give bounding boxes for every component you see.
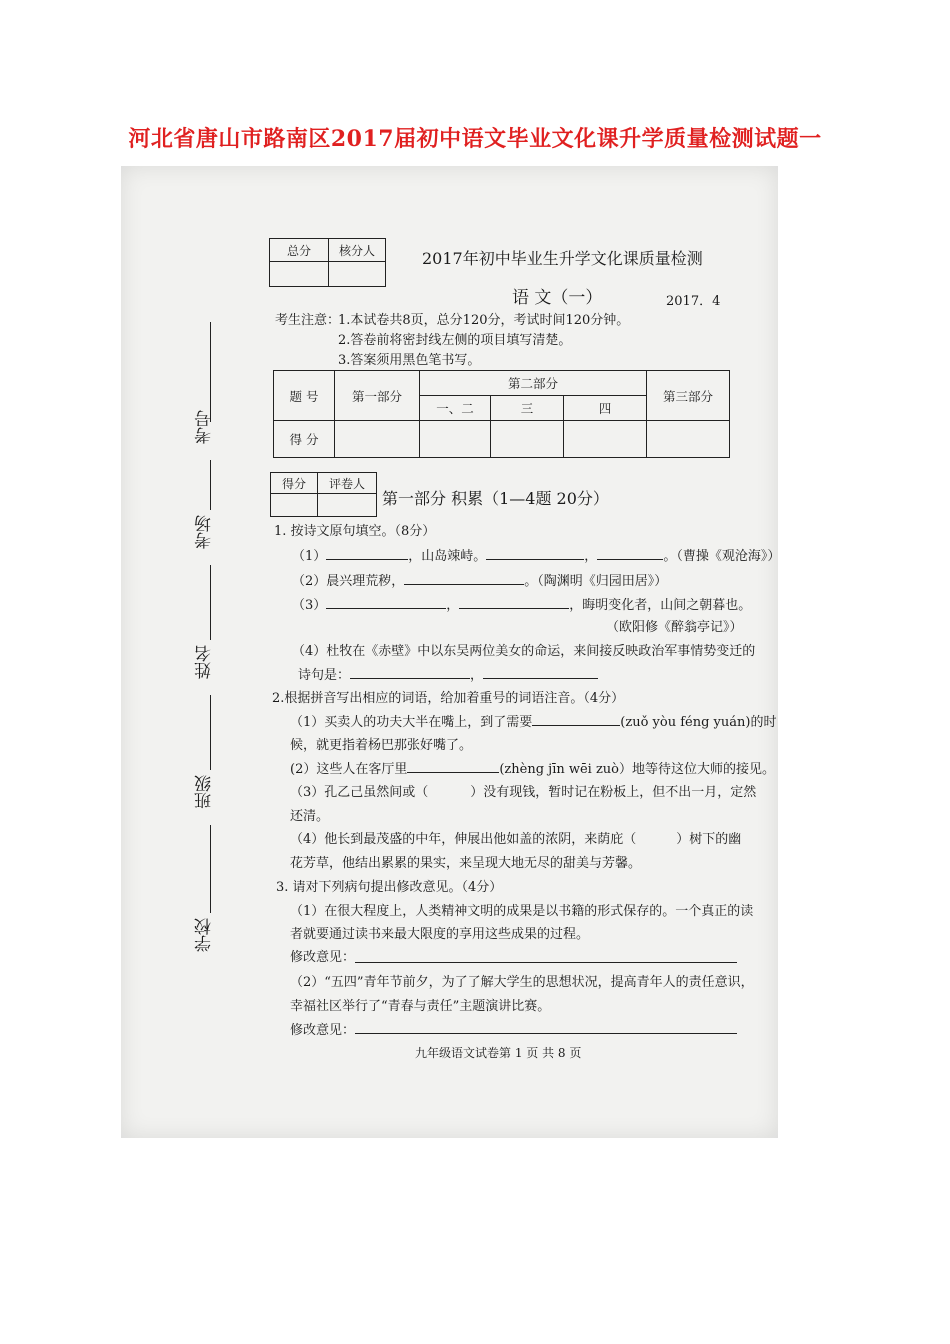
grader-box [270,472,377,517]
q3-1-cont: 者就要通过读书来最大限度的享用这些成果的过程。 [290,927,590,942]
part2-header: 第二部分 [420,371,647,396]
q3-2-cont: 幸福社区举行了“青春与责任”主题演讲比赛。 [290,999,551,1014]
q1-3-source: （欧阳修《醉翁亭记》） [606,620,743,635]
q2-3-cont: 还清。 [290,809,330,824]
score-cell[interactable] [335,421,420,458]
total-label: 总分 [270,239,329,262]
score-table [273,370,730,458]
q3-2-text: （2）“五四”青年节前夕，为了了解大学生的思想状况，提高青年人的责任意识， [290,975,754,990]
q1-1-source: 。（曹操《观沧海》） [663,549,781,564]
score-cell[interactable] [647,421,730,458]
q1-2-prefix: （2）晨兴理荒秽， [292,574,405,589]
part2-sub-header: 三 [491,396,564,421]
exam-title: 2017年初中毕业生升学文化课质量检测 [422,249,703,268]
q1-3-sep: ， [446,598,460,613]
q3-1-text: （1）在很大程度上，人类精神文明的成果是以书籍的形式保存的。一个真正的读 [290,904,754,919]
total-cell[interactable] [270,262,329,287]
q3-fix1-label: 修改意见： [290,950,356,965]
side-label-school: 学校 [195,918,215,952]
score-cell[interactable] [564,421,647,458]
grader-score-label: 得分 [271,473,318,494]
answer-line[interactable] [355,1033,737,1034]
notice-item: 1.本试卷共8页，总分120分，考试时间120分钟。 [338,313,630,328]
seal-line-segment [210,322,211,422]
side-label-name: 姓名 [195,645,215,679]
q1-2-source: 。（陶渊明《归园田居》） [524,574,668,589]
q1-1-prefix: （1） [292,549,327,564]
q3-stem: 3. 请对下列病句提出修改意见。（4分） [276,880,503,895]
score-cell[interactable] [420,421,491,458]
q2-1-text: （1）买卖人的功夫大半在嘴上，到了需要 [290,715,533,730]
answer-blank[interactable] [486,547,584,560]
q2-1-pinyin: (zuǒ yòu féng yuán)的时 [620,715,777,730]
score-cell[interactable] [491,421,564,458]
q1-4-cont: 诗句是： [298,668,351,683]
q2-3-text-b: ）没有现钱，暂时记在粉板上，但不出一月，定然 [470,785,757,800]
grader-label: 评卷人 [318,473,377,494]
seal-line-segment [210,695,211,770]
answer-blank[interactable] [326,596,446,609]
answer-blank[interactable] [597,547,663,560]
q1-3-prefix: （3） [292,598,327,613]
answer-blank[interactable] [407,760,499,773]
checker-label: 核分人 [329,239,386,262]
exam-date: 2017．4 [666,294,721,309]
page-footer: 九年级语文试卷第 1 页 共 8 页 [415,1046,582,1060]
side-label-class: 班级 [195,775,215,809]
section-title: 第一部分 积累（1—4题 20分） [382,489,609,508]
notice-item: 3.答案须用黑色笔书写。 [338,353,481,368]
q1-4-text: （4）杜牧在《赤壁》中以东吴两位美女的命运，来间接反映政治军事情势变迁的 [292,644,756,659]
seal-line-segment [210,460,211,510]
q3-fix2-label: 修改意见： [290,1023,356,1038]
q2-4-cont: 花芳草，他结出累累的果实，来呈现大地无尽的甜美与芳馨。 [290,856,642,871]
part2-sub-header: 四 [564,396,647,421]
answer-blank[interactable] [350,666,470,679]
q2-1-cont: 候，就更指着杨巴那张好嘴了。 [290,738,473,753]
q2-4-text: （4）他长到最茂盛的中年，伸展出他如盖的浓阴，来荫庇（ [290,832,637,847]
grader-score-cell[interactable] [271,494,318,517]
answer-blank[interactable] [326,547,408,560]
q1-4-sep: ， [470,668,484,683]
q2-3-text: （3）孔乙己虽然间或（ [290,785,429,800]
checker-cell[interactable] [329,262,386,287]
side-label-exam-room: 考场 [195,515,215,549]
side-label-exam-no: 考号 [195,410,215,444]
q2-stem: 2.根据拼音写出相应的词语，给加着重号的词语注音。（4分） [272,691,625,706]
q2-4-text-b: ）树下的幽 [676,832,742,847]
total-score-box [269,238,386,287]
score-row-label: 得 分 [274,421,335,458]
answer-blank[interactable] [459,596,569,609]
answer-line[interactable] [355,962,737,963]
q2-2-pinyin: (zhèng jīn wēi zuò）地等待这位大师的接见。 [499,762,776,777]
answer-blank[interactable] [404,572,524,585]
document-title: 河北省唐山市路南区2017届初中语文毕业文化课升学质量检测试题一 [128,126,822,152]
q1-1-sep: ， [584,549,598,564]
part2-sub-header: 一、二 [420,396,491,421]
seal-line-segment [210,565,211,640]
part3-header: 第三部分 [647,371,730,421]
notice-label: 考生注意： [275,313,341,328]
seal-line-segment [210,825,211,913]
notice-item: 2.答卷前将密封线左侧的项目填写清楚。 [338,333,572,348]
row-header-label: 题 号 [274,371,335,421]
grader-cell[interactable] [318,494,377,517]
q2-2-text: (2）这些人在客厅里 [290,762,408,777]
q1-3-text: ，晦明变化者，山间之朝暮也。 [569,598,752,613]
answer-blank[interactable] [532,713,620,726]
q1-1-text: ，山岛竦峙。 [408,549,487,564]
part1-header: 第一部分 [335,371,420,421]
answer-blank[interactable] [483,666,598,679]
exam-subject: 语 文（一） [512,288,603,308]
q1-stem: 1. 按诗文原句填空。（8分） [274,524,436,539]
